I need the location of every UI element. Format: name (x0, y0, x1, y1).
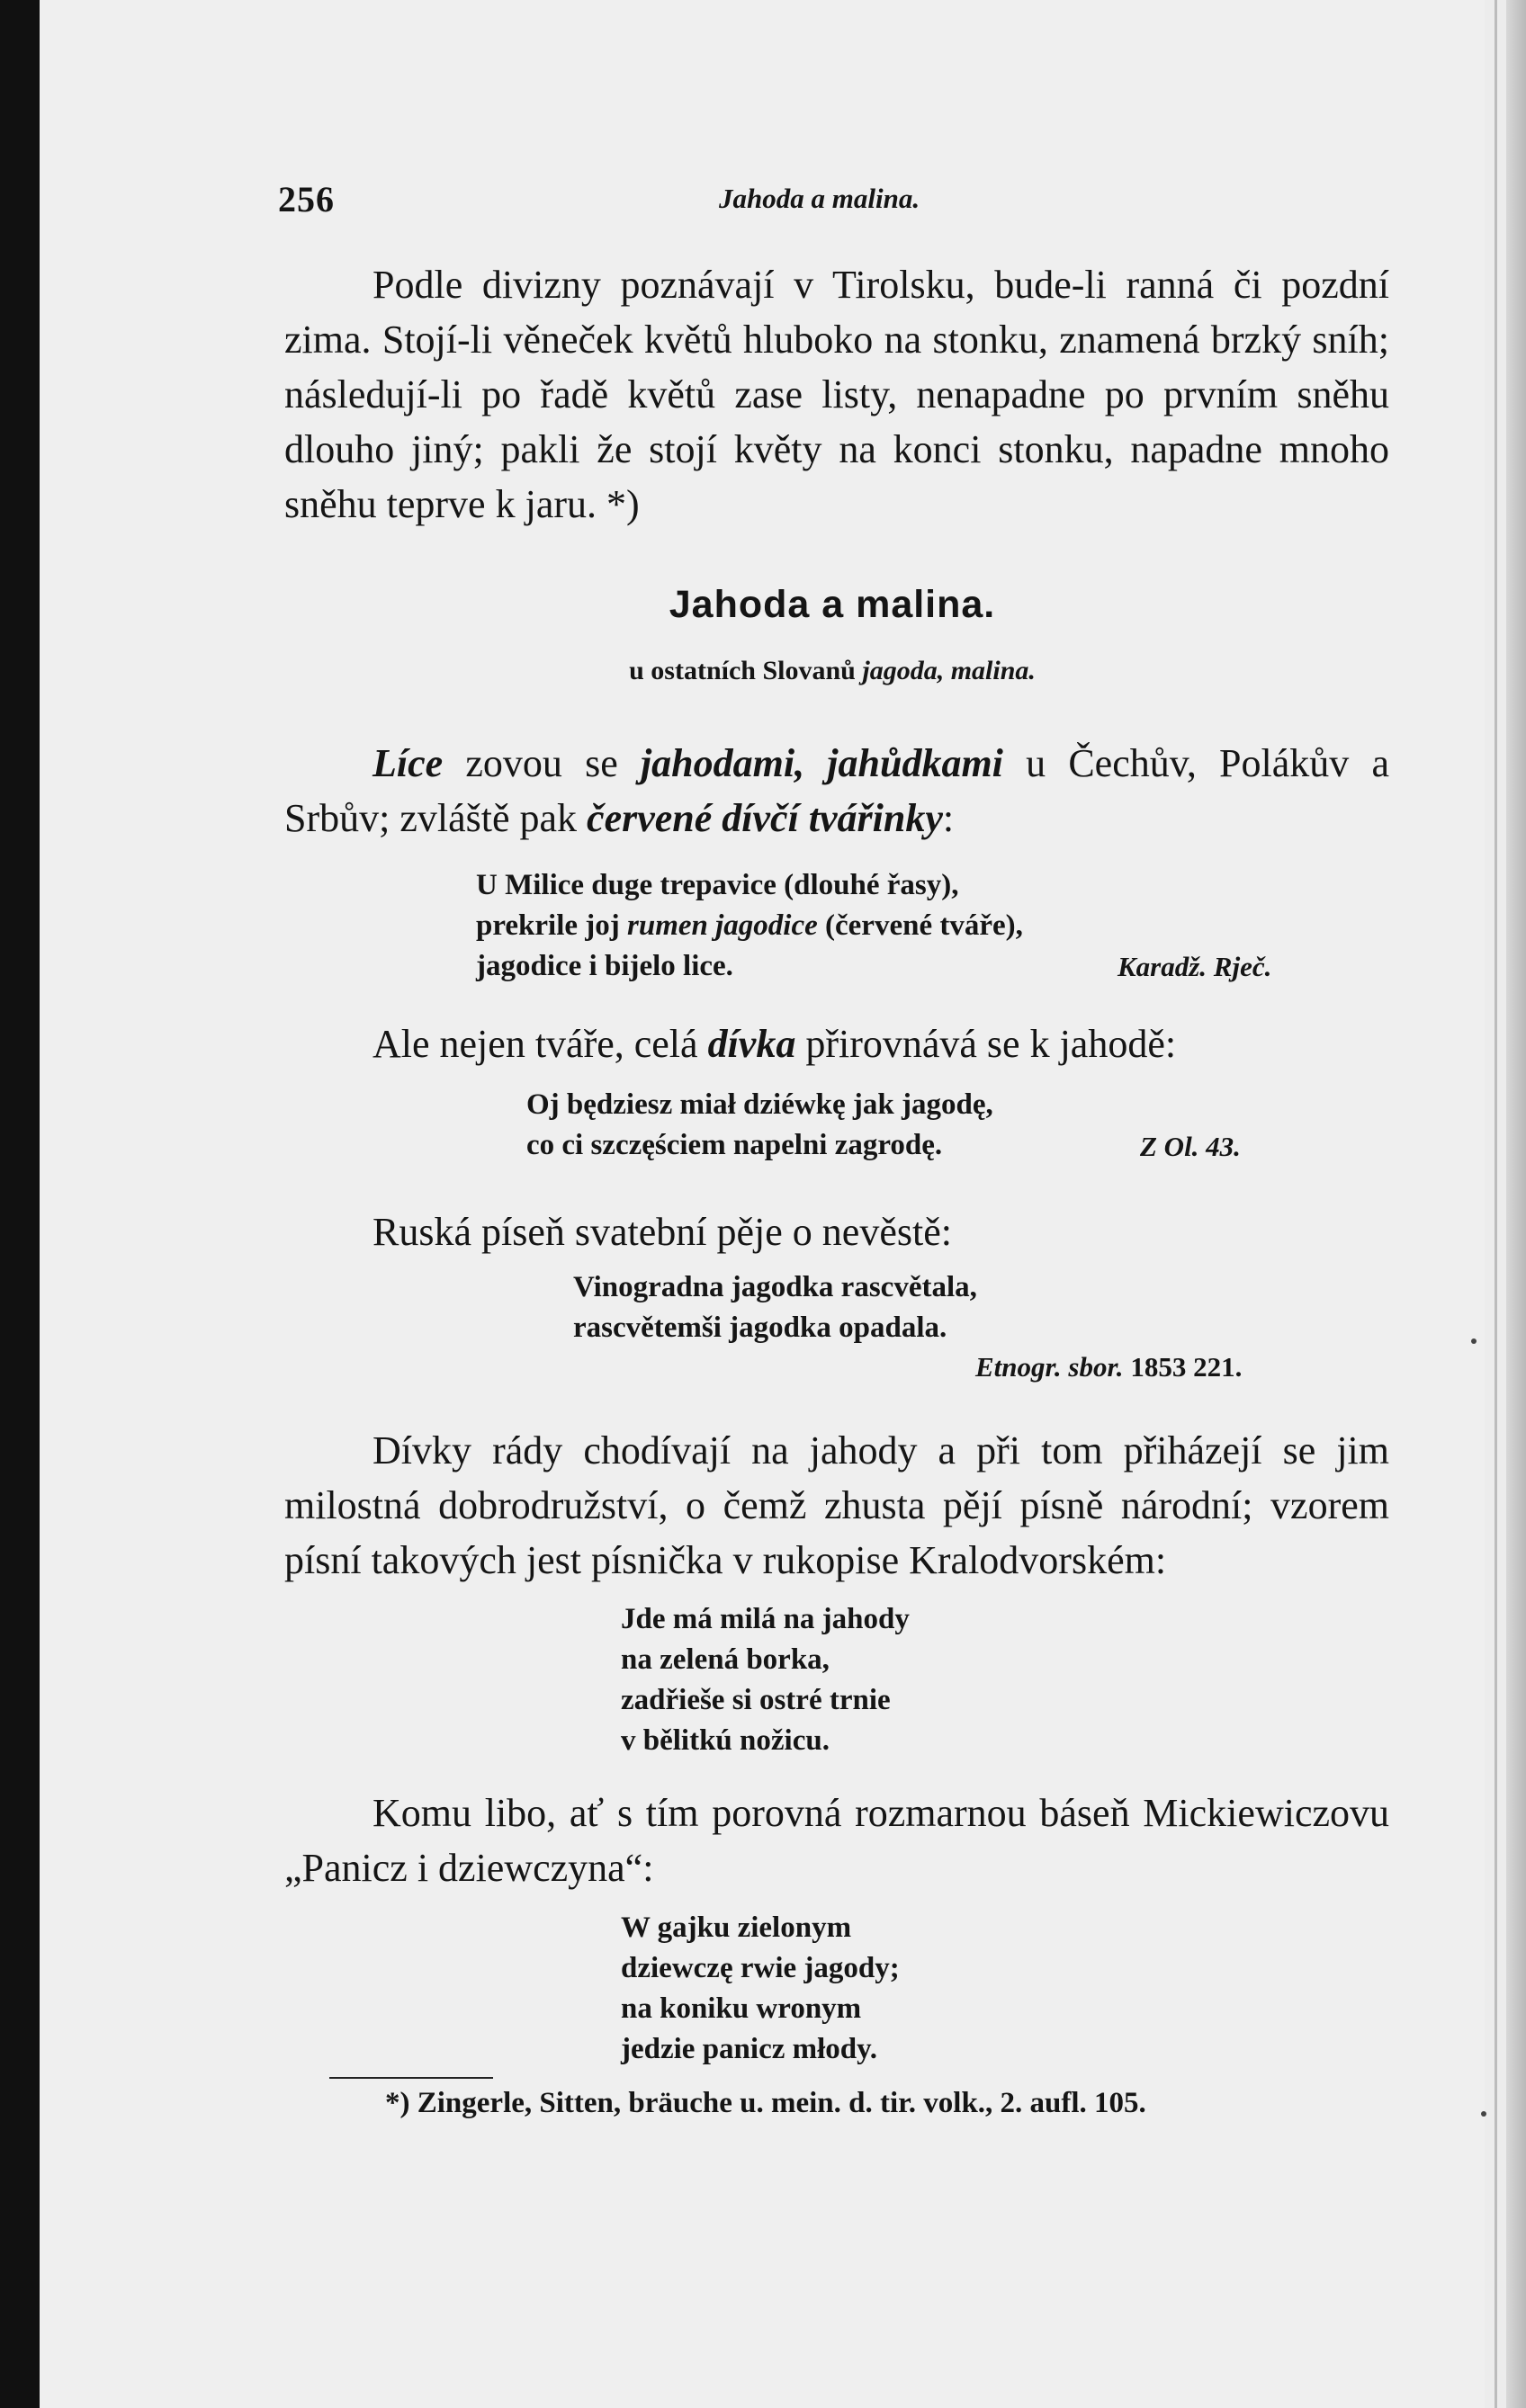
poem-gajku (621, 1908, 1089, 2070)
poem-jahody (621, 1599, 1089, 1761)
term-lice: Líce (373, 741, 444, 785)
poem-jagode-line-1: Oj będziesz miał dziéwkę jak jagodę, (526, 1088, 993, 1121)
term-divka: dívka (707, 1022, 796, 1066)
paragraph-divizny: Podle divizny poznávají v Tirolsku, bude-li ranná či pozdní zima. Stojí-li věneček květů hluboko na stonku, znamená brzký sníh; následují-li po řadě květů zase listy, nenapadne po prvním sněhu dlouho jiný; pakli že stojí květy na konci stonku, napadne mnoho sněhu teprve k jaru. *) (284, 263, 1389, 526)
scan-speck (1471, 1338, 1477, 1344)
page-number: 256 (278, 179, 335, 219)
section-subtitle-prefix: u ostatních Slovanů (629, 656, 863, 685)
footnote-divider (329, 2077, 493, 2079)
poem-milice-source: Karadž. Rječ. (1118, 951, 1272, 982)
paragraph-divka (284, 1016, 1389, 1071)
paragraph-ruska-pisen: Ruská píseň svatební pěje o nevěstě: (373, 1210, 952, 1254)
poem-vinogradna-source (975, 1351, 1242, 1383)
poem-milice-line-2-a: prekrile joj (476, 909, 628, 942)
poem-vinogradna-source-title: Etnogr. sbor. (975, 1351, 1124, 1383)
poem-milice-line-2-italic: rumen jagodice (627, 909, 818, 942)
paragraph-divky: Dívky rády chodívají na jahody a při tom přiházejí se jim milostná dobrodružství, o čemž zhusta pějí písně národní; vzorem písní takových jest písnička v rukopise Kralodvorském: (284, 1428, 1389, 1582)
book-page (40, 0, 1485, 2408)
poem-vinogradna-line-2: rascvětemši jagodka opadala. (573, 1311, 947, 1344)
right-scan-edge (1506, 0, 1526, 2408)
poem-jagode-line-2: co ci szczęściem napelni zagrodę. (526, 1129, 943, 1161)
poem-vinogradna-line-1: Vinogradna jagodka rascvětala, (573, 1271, 977, 1303)
poem-gajku-line-3: na koniku wronym (621, 1992, 862, 2025)
right-edge-line (1495, 0, 1497, 2408)
left-scan-border (0, 0, 40, 2408)
running-title: Jahoda a malina. (719, 183, 920, 214)
paragraph-divka-text-1: Ale nejen tváře, celá (373, 1022, 708, 1066)
poem-gajku-line-4: jedzie panicz młody. (621, 2033, 878, 2065)
paragraph-lice-text-2: u Čechův, Polákův a Srbův; zvláště pak (284, 741, 1390, 840)
term-cervene-divci-tvarinky: červené dívčí tvářinky (587, 796, 943, 840)
footnote: *) Zingerle, Sitten, bräuche u. mein. d. tir. volk., 2. aufl. 105. (385, 2087, 1146, 2119)
poem-milice-line-1: U Milice duge trepavice (dlouhé řasy), (476, 869, 959, 901)
poem-jahody-line-2: na zelená borka, (621, 1643, 830, 1676)
section-title: Jahoda a malina. (669, 583, 996, 626)
scan-speck (1481, 2111, 1486, 2117)
poem-vinogradna-source-number: 1853 221. (1123, 1351, 1243, 1383)
section-subtitle-italic: jagoda, malina. (862, 656, 1036, 685)
page-header (278, 178, 1380, 219)
paragraph-divka-text-2: přirovnává se k jahodě: (795, 1022, 1177, 1066)
poem-gajku-line-2: dziewczę rwie jagody; (621, 1952, 900, 1984)
paragraph-mickiewicz: Komu libo, ať s tím porovná rozmarnou báseň Mickiewiczovu „Panicz i dziewczyna“: (284, 1791, 1389, 1890)
paragraph-lice-text-1: zovou se (443, 741, 641, 785)
paragraph-lice (284, 736, 1389, 846)
poem-jagode-source: Z Ol. 43. (1140, 1131, 1241, 1162)
section-subtitle (110, 656, 1526, 686)
poem-jahody-line-1: Jde má milá na jahody (621, 1603, 910, 1635)
poem-gajku-line-1: W gajku zielonym (621, 1911, 852, 1944)
poem-jahody-line-3: zadřieše si ostré trnie (621, 1684, 891, 1716)
poem-milice-line-2 (476, 906, 1286, 946)
term-jahodami: jahodami, jahůdkami (640, 741, 1003, 785)
poem-jahody-line-4: v bělitkú nožicu. (621, 1724, 830, 1757)
paragraph-lice-colon: : (942, 796, 955, 840)
poem-milice-line-2-c: (červené tváře), (817, 909, 1023, 942)
poem-vinogradna (573, 1267, 1221, 1348)
poem-milice-line-3: jagodice i bijelo lice. (476, 950, 733, 982)
